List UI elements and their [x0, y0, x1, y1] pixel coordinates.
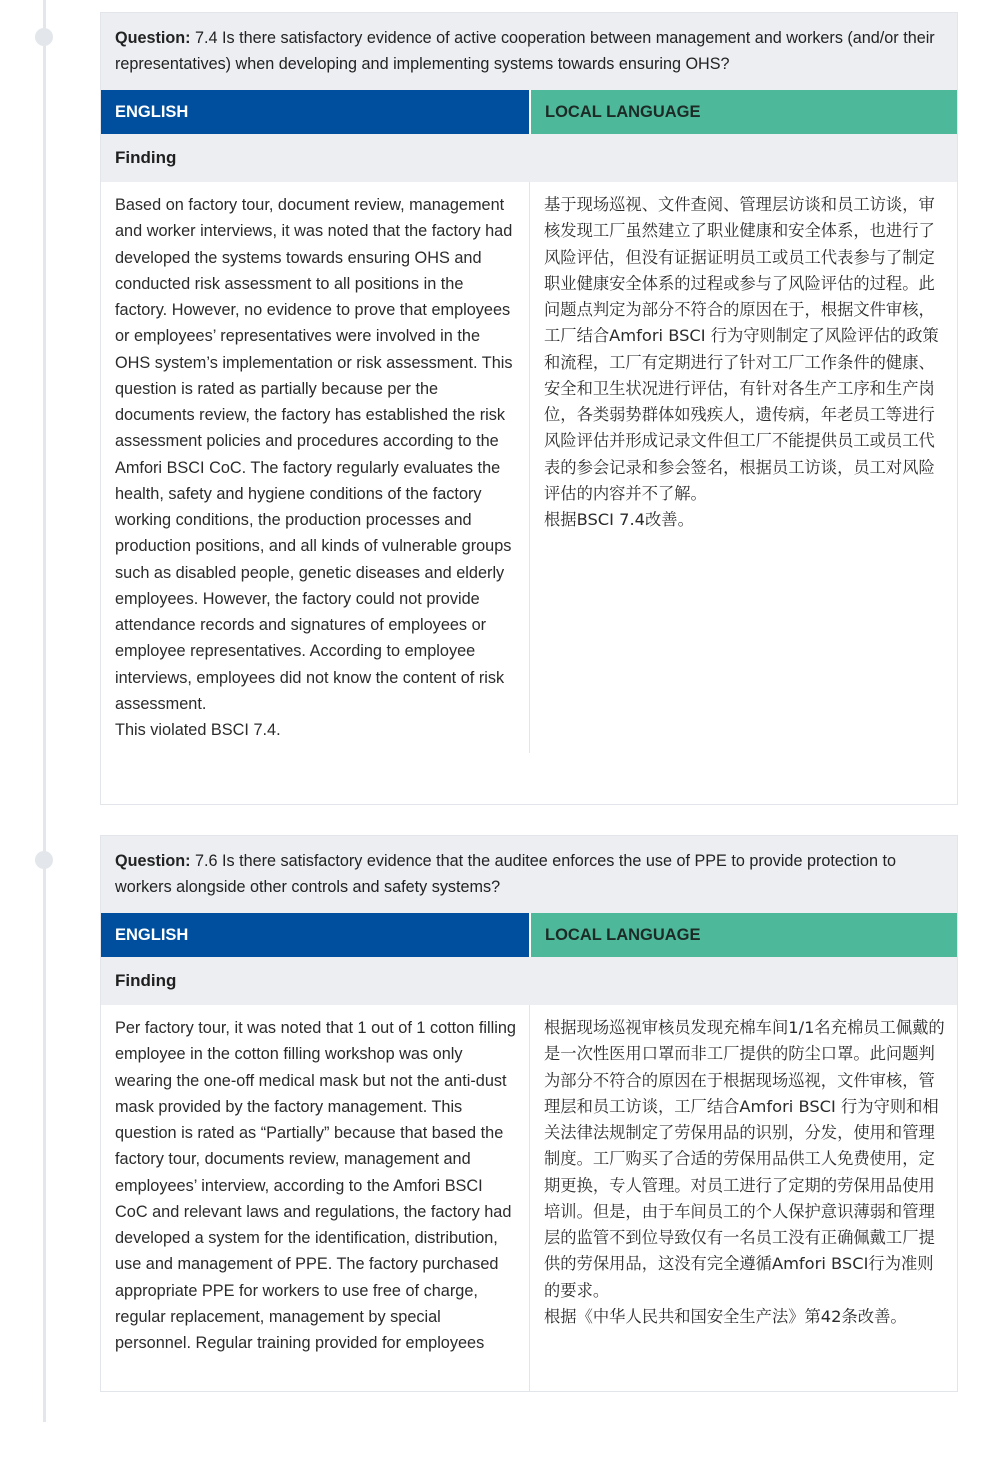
language-header-row	[101, 913, 957, 957]
finding-local-text: 根据现场巡视审核员发现充棉车间1/1名充棉员工佩戴的是一次性医用口罩而非工厂提供的防尘口罩。此问题判为部分不符合的原因在于根据现场巡视，文件审核，管理层和员工访谈，工厂结合Amfori BSCI 行为守则和相关法律法规制定了劳保用品的识别，分发，使用和管理制度。工厂购买了合适的劳保用品供工人免费使用，定期更换，专人管理。对员工进行了定期的劳保用品使用培训。但是，由于车间员工的个人保护意识薄弱和管理层的监管不到位导致仅有一名员工没有正确佩戴工厂提供的劳保用品，这没有完全遵循Amfori BSCI行为准则的要求。 根据《中华人民共和国安全生产法》第42条改善。	[544, 1018, 945, 1326]
english-column-header: ENGLISH	[101, 90, 529, 134]
finding-heading: Finding	[101, 957, 957, 1005]
question-card	[100, 835, 958, 1392]
timeline-dot	[35, 28, 53, 46]
timeline-line	[43, 0, 46, 1422]
language-header-row	[101, 90, 957, 134]
finding-body	[101, 1005, 957, 1391]
question-label: Question:	[115, 29, 191, 47]
finding-heading: Finding	[101, 134, 957, 182]
local-language-column-header: LOCAL LANGUAGE	[531, 913, 957, 957]
finding-english-text: Based on factory tour, document review, management and worker interviews, it was noted that the factory had developed the systems towards ensuring OHS and conducted risk assessment to all positions in the factory. However, no evidence to prove that employees or employees’ representatives were involved in the OHS system’s implementation or risk assessment. This question is rated as partially because per the documents review, the factory has established the risk assessment policies and procedures according to the Amfori BSCI CoC. The factory regularly evaluates the health, safety and hygiene conditions of the factory working conditions, the production processes and production positions, and all kinds of vulnerable groups such as disabled people, genetic diseases and elderly employees. However, the factory could not provide attendance records and signatures of employees or employee representatives. According to employee interviews, employees did not know the content of risk assessment. This violated BSCI 7.4.	[101, 182, 530, 753]
english-column-header: ENGLISH	[101, 913, 529, 957]
question-header	[101, 13, 957, 90]
finding-body	[101, 182, 957, 753]
question-text: 7.4 Is there satisfactory evidence of active cooperation between management and workers (and/or their representatives) when developing and implementing systems towards ensuring OHS?	[115, 29, 935, 73]
question-header	[101, 836, 957, 913]
finding-local-text: 基于现场巡视、文件查阅、管理层访谈和员工访谈，审核发现工厂虽然建立了职业健康和安全体系，也进行了风险评估，但没有证据证明员工或员工代表参与了制定职业健康安全体系的过程或参与了风险评估的过程。此问题点判定为部分不符合的原因在于，根据文件审核，工厂结合Amfori BSCI 行为守则制定了风险评估的政策和流程，工厂有定期进行了针对工厂工作条件的健康、安全和卫生状况进行评估，有针对各生产工序和生产岗位，各类弱势群体如残疾人，遗传病，年老员工等进行风险评估并形成记录文件但工厂不能提供员工或员工代表的参会记录和参会签名，根据员工访谈，员工对风险评估的内容并不了解。 根据BSCI 7.4改善。	[544, 195, 939, 529]
finding-english-text: Per factory tour, it was noted that 1 out of 1 cotton filling employee in the cotton filling workshop was only wearing the one-off medical mask but not the anti-dust mask provided by the factory management. This question is rated as “Partially” because that based the factory tour, documents review, management and employees’ interview, according to the Amfori BSCI CoC and relevant laws and regulations, the factory had developed a system for the identification, distribution, use and management of PPE. The factory purchased appropriate PPE for workers to use free of charge, regular replacement, management by special personnel. Regular training provided for employees	[101, 1005, 530, 1391]
question-card	[100, 12, 958, 805]
question-text: 7.6 Is there satisfactory evidence that the auditee enforces the use of PPE to provide protection to workers alongside other controls and safety systems?	[115, 852, 897, 896]
local-language-column-header: LOCAL LANGUAGE	[531, 90, 957, 134]
timeline-dot	[35, 851, 53, 869]
question-label: Question:	[115, 852, 191, 870]
